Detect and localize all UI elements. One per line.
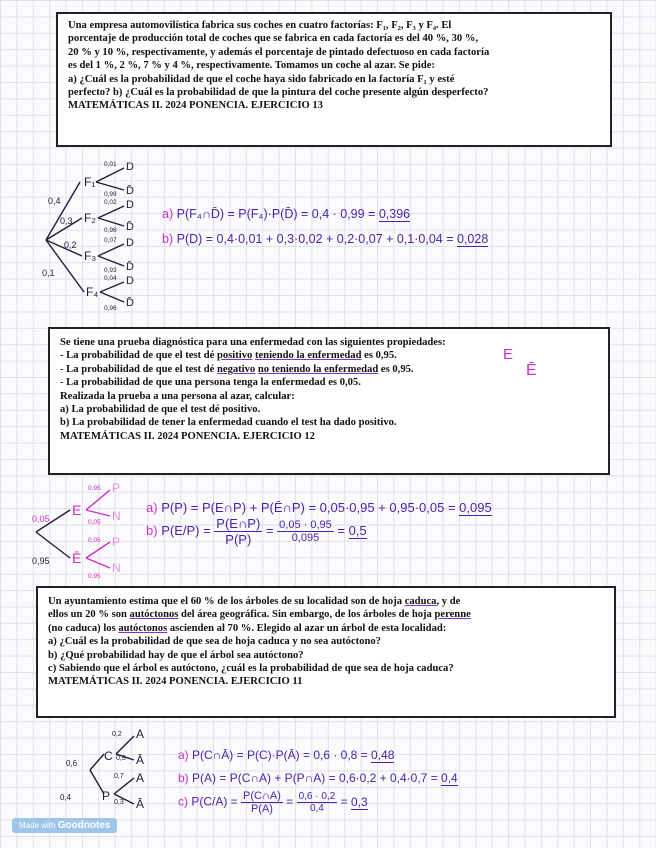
tree-branch (96, 168, 124, 182)
tree-branch-prob: 0,3 (60, 216, 73, 226)
tree-sub-prob: 0,98 (104, 227, 117, 234)
underlined-term: negativo (216, 363, 256, 375)
tree-node: E (72, 502, 82, 518)
tree-sub-prob: 0,04 (104, 275, 117, 282)
tree-leaf: D (126, 275, 134, 287)
tree-branch (116, 736, 134, 754)
statement-line: 20 % y 10 %, respectivamente, y además el porcentaje de pintado defectuoso en cada factoría (68, 46, 490, 58)
exercise-source: MATEMÁTICAS II. 2024 PONENCIA. EJERCICIO 12 (60, 430, 315, 442)
tree-node: Ē (72, 550, 82, 566)
tree-branch-prob: 0,05 (32, 514, 50, 524)
item-label: a) (178, 748, 189, 762)
tree-branch (96, 182, 124, 190)
statement-line: a) La probabilidad de que el test dé positivo. (60, 404, 261, 416)
tree-branch-prob: 0,2 (64, 240, 77, 250)
solution-result: 0,4 (441, 771, 458, 785)
solution-result: 0,095 (459, 500, 492, 515)
tree-branch-prob: 0,95 (32, 556, 50, 566)
statement-line: a) ¿Cuál es la probabilidad de que el coche haya sido fabricado en la factoría F₁ y esté (68, 73, 455, 85)
annotation-e: E (503, 346, 514, 363)
probability-tree-factories (40, 152, 180, 312)
statement-line: porcentaje de producción total de coches que se fabrica en cada factoría es del 40 %, 30 %, (68, 33, 479, 45)
solution-expression: P(C/A) = (191, 794, 242, 809)
underlined-term: positivo (216, 350, 253, 362)
tree-branch (100, 292, 124, 302)
tree-leaf: D (126, 161, 134, 173)
tree-branch (100, 282, 124, 292)
tree-sub-prob: 0,3 (114, 799, 124, 806)
probability-tree-disease (30, 478, 150, 582)
statement-line: Un ayuntamiento estima que el 60 % de los árboles de su localidad son de hoja caduca, y de (48, 596, 461, 607)
underlined-term: caduca (404, 596, 437, 607)
solution-result: 0,48 (371, 748, 395, 762)
tree-sub-prob: 0,99 (104, 191, 117, 198)
tree-leaf: N (112, 509, 121, 523)
tree-leaf: D̄ (126, 297, 134, 309)
solution-result: 0,5 (348, 522, 367, 538)
tree-branch (86, 558, 110, 568)
tree-leaf: Ā (136, 753, 145, 767)
solution-expression: P(E/P) = (161, 522, 215, 538)
tree-sub-prob: 0,95 (88, 573, 101, 580)
fraction: $\frac{P(E\cap P)}{P(P)}$ (216, 516, 261, 547)
tree-node: F₁ (84, 175, 96, 189)
tree-leaf: P (112, 481, 121, 495)
tree-leaf: D̄ (126, 185, 134, 197)
tree-branch (98, 218, 124, 226)
solution-11c: c) P(C/A) = $\frac{P(C\cap A)}{P(A)}$ = $\frac{0,6 \cdot 0,2}{0,4}$ = 0,3 (178, 790, 368, 815)
tree-sub-prob: 0,96 (104, 305, 117, 312)
tree-sub-prob: 0,05 (88, 519, 101, 526)
underlined-term: autóctonos (129, 609, 179, 621)
statement-line: - La probabilidad de que el test dé positivo teniendo la enfermedad es 0,95. (60, 350, 397, 362)
statement-line: - La probabilidad de que el test dé negativo no teniendo la enfermedad es 0,95. (60, 363, 414, 375)
solution-13a (162, 207, 410, 221)
tree-sub-prob: 0,95 (88, 485, 101, 492)
item-label: b) (162, 232, 174, 246)
tree-sub-prob: 0,07 (104, 237, 117, 244)
tree-branch (46, 182, 80, 240)
underlined-term: no teniendo la enfermedad (257, 363, 379, 375)
tree-leaf: D (126, 199, 134, 211)
solution-expression: P(F₄∩D̄) = P(F₄)·P(D̄) = 0,4 · 0,99 = (176, 207, 379, 221)
statement-line: b) La probabilidad de tener la enfermedad cuando el test ha dado positivo. (60, 417, 397, 429)
tree-leaf: Ā (136, 797, 145, 811)
statement-line: Se tiene una prueba diagnóstica para una enfermedad con las siguientes propiedades: (60, 337, 446, 348)
statement-line: perfecto? b) ¿Cuál es la probabilidad de que la pintura del coche presente algún desperfecto? (68, 87, 489, 99)
tree-sub-prob: 0,7 (114, 773, 124, 780)
tree-node: F₃ (84, 249, 97, 263)
tree-branch (86, 542, 110, 558)
tree-sub-prob: 0,2 (112, 731, 122, 738)
tree-sub-prob: 0,01 (104, 161, 117, 168)
tree-node: P (102, 789, 111, 803)
solution-13b (162, 232, 488, 246)
solution-result: 0,028 (457, 232, 489, 246)
tree-branch-prob: 0,4 (48, 196, 61, 206)
solution-result: 0,396 (378, 207, 411, 221)
tree-branch (36, 532, 70, 558)
tree-sub-prob: 0,05 (88, 537, 101, 544)
statement-line: a) ¿Cuál es la probabilidad de que sea de hoja caduca y no sea autóctono? (48, 636, 381, 648)
tree-sub-prob: 0,93 (104, 267, 117, 274)
tree-branch (98, 206, 124, 218)
fraction: $\frac{0,05 \cdot 0,95}{0,095}$ (279, 519, 332, 544)
tree-branch (98, 256, 124, 266)
tree-leaf: N (112, 561, 121, 575)
statement-line: - La probabilidad de que una persona tenga la enfermedad es 0,05. (60, 377, 361, 389)
solution-expression: P(D) = 0,4·0,01 + 0,3·0,02 + 0,2·0,07 + 0,1·0,04 = (176, 232, 457, 246)
tree-branch (98, 244, 124, 256)
fraction: $\frac{0,6 \cdot 0,2}{0,4}$ (298, 791, 336, 814)
fraction: $\frac{P(C\cap A)}{P(A)}$ (243, 790, 281, 815)
underlined-term: teniendo la enfermedad (254, 350, 362, 362)
tree-branch (90, 754, 104, 770)
tree-branch (114, 778, 134, 794)
statement-line: b) ¿Qué probabilidad hay de que el árbol sea autóctono? (48, 649, 304, 661)
exercise-source: MATEMÁTICAS II. 2024 PONENCIA. EJERCICIO 13 (68, 100, 323, 112)
statement-line: Una empresa automovilística fabrica sus coches en cuatro factorías: F₁, F₂, F₃ y F₄. El (68, 20, 452, 31)
tree-node: F₂ (84, 211, 96, 225)
statement-line: c) Sabiendo que el árbol es autóctono, ¿cuál es la probabilidad de que sea de hoja caduca? (48, 663, 454, 675)
item-label: b) (178, 771, 189, 785)
solution-12b: b) P(E/P) = $\frac{P(E\cap P)}{P(P)}$ = $\frac{0,05 \cdot 0,95}{0,095}$ = 0,5 (146, 516, 367, 547)
solution-expression: P(C∩Ā) = P(C)·P(Ā) = 0,6 · 0,8 = (192, 748, 372, 762)
statement-line: ellos un 20 % son autóctonos del área geográfica. Sin embargo, de los árboles de hoja perenne (48, 609, 471, 621)
statement-line: (no caduca) los autóctonos ascienden al 70 %. Elegido al azar un árbol de esta localidad: (48, 622, 447, 634)
underlined-term: autóctonos (118, 622, 168, 634)
tree-node: C (104, 749, 113, 763)
tree-branch-prob: 0,1 (42, 268, 55, 278)
exercise-13-statement (56, 12, 612, 147)
tree-leaf: A (136, 771, 145, 785)
statement-line: Realizada la prueba a una persona al azar, calcular: (60, 390, 295, 402)
tree-branch-prob: 0,4 (60, 793, 72, 802)
statement-line: es del 1 %, 2 %, 7 % y 4 %, respectivamente. Tomamos un coche al azar. Se pide: (68, 60, 435, 72)
solution-result: 0,3 (350, 794, 368, 809)
tree-branch (86, 490, 110, 510)
tree-branch-prob: 0,6 (66, 759, 78, 768)
annotation-e-bar: Ē (526, 362, 537, 379)
solution-11a (178, 748, 394, 762)
item-label: c) (178, 794, 188, 809)
exercise-source: MATEMÁTICAS II. 2024 PONENCIA. EJERCICIO 11 (48, 676, 303, 688)
exercise-11-statement (36, 586, 616, 718)
goodnotes-watermark: Made with Goodnotes (12, 818, 117, 833)
solution-12a (146, 500, 492, 515)
tree-leaf: D (126, 237, 134, 249)
item-label: a) (162, 207, 174, 221)
item-label: a) (146, 500, 158, 515)
tree-leaf: A (136, 727, 145, 741)
item-label: b) (146, 522, 158, 538)
tree-node: F₄ (86, 285, 99, 299)
tree-leaf: P (112, 535, 121, 549)
tree-sub-prob: 0,02 (104, 199, 117, 206)
tree-sub-prob: 0,8 (116, 755, 126, 762)
tree-leaf: D̄ (126, 261, 134, 273)
probability-tree-trees (60, 722, 180, 812)
underlined-term: perenne (434, 609, 471, 621)
solution-expression: P(A) = P(C∩A) + P(P∩A) = 0,6·0,2 + 0,4·0,7 = (192, 771, 442, 785)
tree-leaf: D̄ (126, 221, 134, 233)
exercise-12-statement (48, 327, 610, 475)
solution-11b (178, 771, 458, 785)
tree-branch (86, 510, 110, 516)
solution-expression: P(P) = P(E∩P) + P(Ē∩P) = 0,05·0,95 + 0,95·0,05 = (161, 500, 460, 515)
